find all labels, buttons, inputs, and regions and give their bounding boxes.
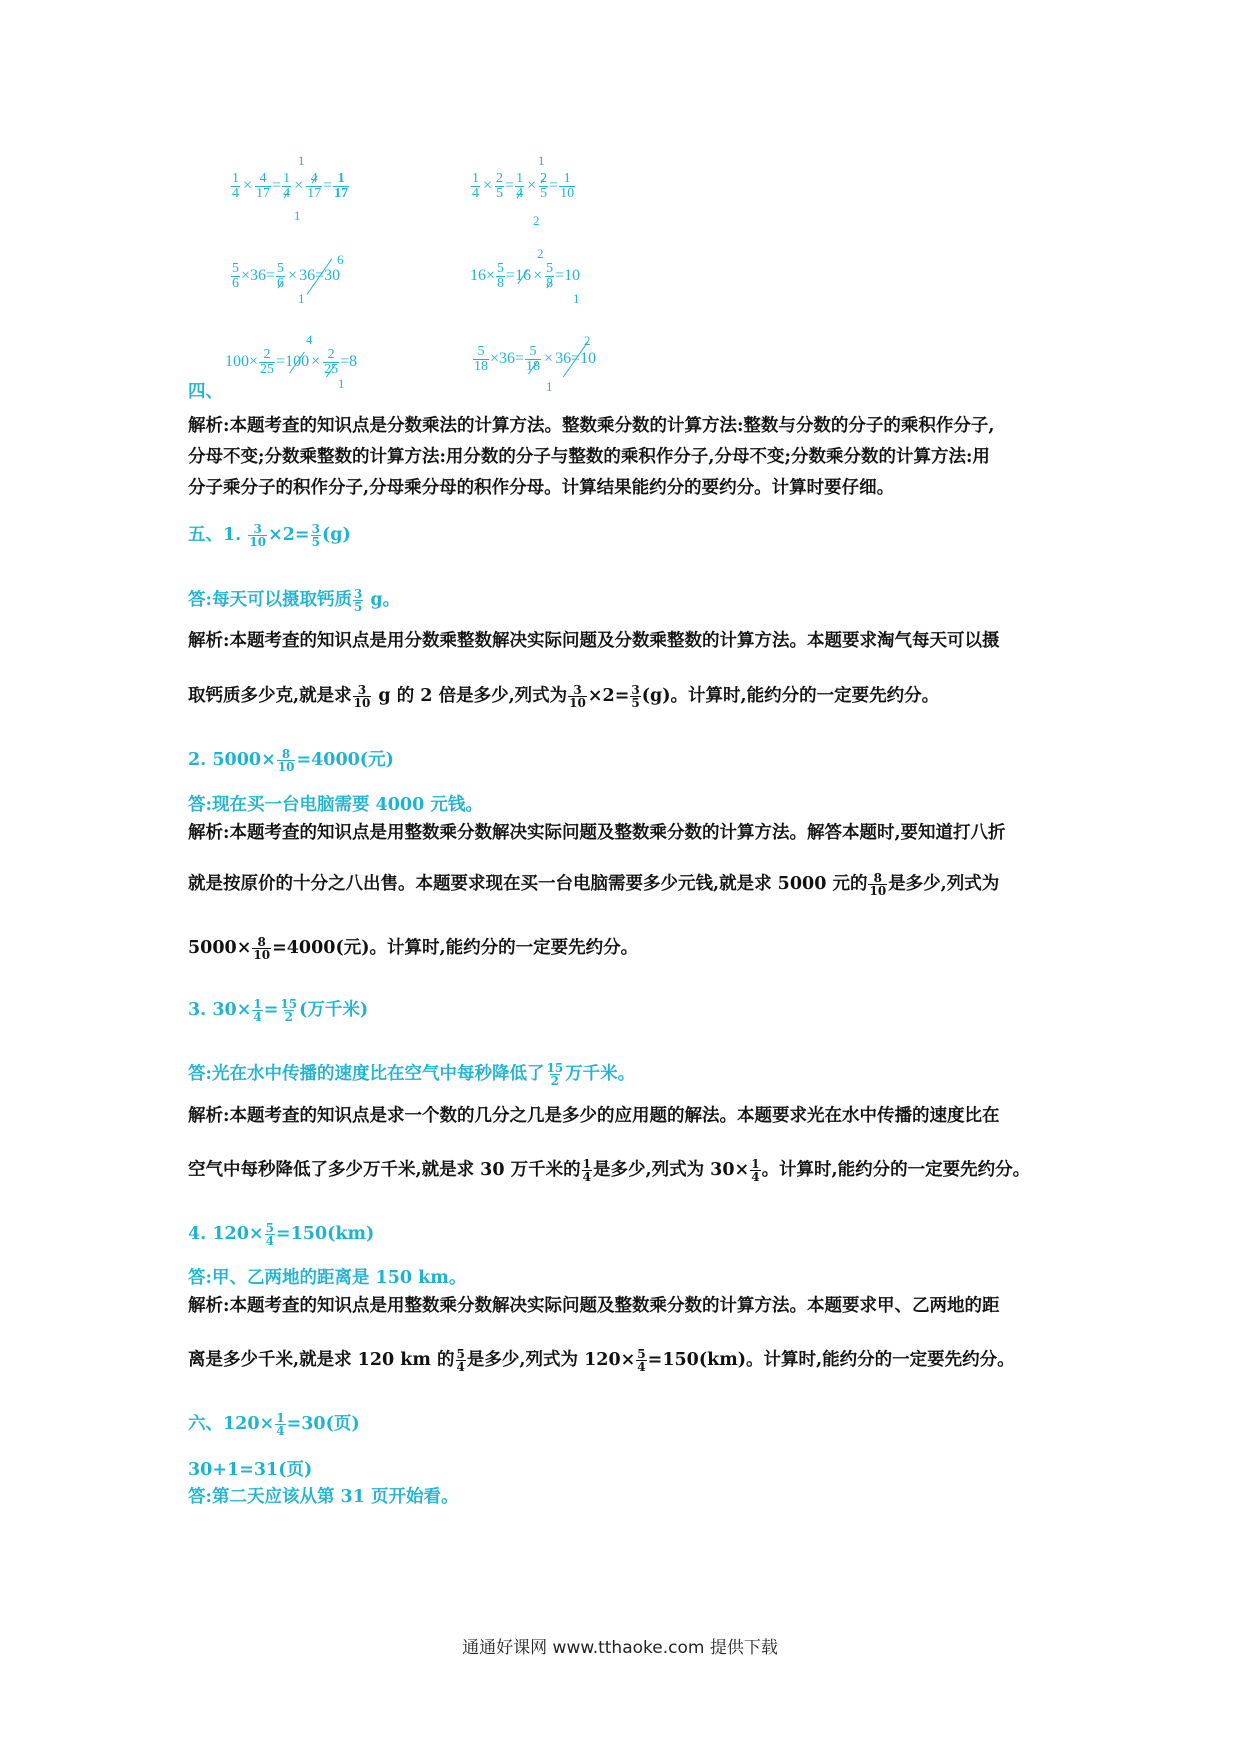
- cancel-result-bottom: 1: [573, 291, 580, 306]
- analysis-line: 空气中每秒降低了多少万千米,就是求 30 万千米的 $\frac{1}{4}$ 是多少,列式为 30× $\frac{1}{4}$ 。计算时,能约分的一定要先约分。: [188, 1157, 1031, 1184]
- analysis-line: 分子乘分子的积作分子,分母乘分母的积作分母。计算结果能约分的要约分。计算时要仔细。: [188, 478, 895, 498]
- analysis-line: 就是按原价的十分之八出售。本题要求现在买一台电脑需要多少元钱,就是求 5000 元的 $\frac{8}{10}$ 是多少,列式为: [188, 871, 1000, 898]
- fraction: $\frac{1}{10}$: [560, 171, 575, 201]
- q6-answer: 答:第二天应该从第 31 页开始看。: [188, 1487, 459, 1507]
- analysis-line: 解析:本题考查的知识点是分数乘法的计算方法。整数乘分数的计算方法:整数与分数的分子的乘积作分子,: [188, 416, 995, 436]
- analysis-line: 解析:本题考查的知识点是用整数乘分数解决实际问题及整数乘分数的计算方法。解答本题时,要知道打八折: [188, 823, 1006, 843]
- fraction: $\frac{4}{17}$: [307, 171, 322, 201]
- fraction: $\frac{1}{4}$: [232, 171, 239, 201]
- fraction: $\frac{5}{18}$: [526, 344, 541, 374]
- analysis-line: 解析:本题考查的知识点是用分数乘整数解决实际问题及分数乘整数的计算方法。本题要求淘气每天可以摄: [188, 631, 1000, 651]
- analysis-line: 取钙质多少克,就是求 $\frac{3}{10}$ g 的 2 倍是多少,列式为 $\frac{3}{10}$ ×2= $\frac{3}{5}$ (g)。计算时,能约分的一定要先约分。: [188, 683, 940, 710]
- fraction: $\frac{2}{25}$: [324, 347, 339, 377]
- q5-3-answer: 答:光在水中传播的速度比在空气中每秒降低了 $\frac{15}{2}$ 万千米。: [188, 1061, 636, 1088]
- fraction: $\frac{5}{8}$: [546, 261, 554, 291]
- cancel-result-bottom: 1: [298, 291, 305, 306]
- q5-2-equation: 2. 5000× $\frac{8}{10}$ =4000(元): [188, 747, 394, 774]
- fraction: $\frac{5}{6}$: [277, 261, 285, 291]
- cancel-result-top: 2: [537, 246, 544, 261]
- cancel-result-top: 6: [337, 252, 344, 267]
- q6-equation: 六、120× $\frac{1}{4}$ =30(页): [188, 1411, 360, 1438]
- calc-row3-left: 100× $\frac{2}{25}$ =100 × $\frac{2}{25}$ =8: [225, 347, 358, 377]
- cancel-result-top: 4: [306, 332, 313, 347]
- q6-step: 30+1=31(页): [188, 1460, 313, 1480]
- section-4-label: 四、: [188, 382, 223, 402]
- analysis-line: 解析:本题考查的知识点是用整数乘分数解决实际问题及整数乘分数的计算方法。本题要求甲、乙两地的距: [188, 1296, 1000, 1316]
- fraction: $\frac{2}{5}$: [496, 171, 504, 201]
- cancel-result-bottom: 1: [338, 376, 345, 391]
- calc-row2-right: 16× $\frac{5}{8}$ =16 × $\frac{5}{8}$ =10: [470, 261, 581, 291]
- fraction: $\frac{2}{5}$: [540, 171, 548, 201]
- cancel-result-top: 1: [538, 153, 545, 168]
- cancel-result-bottom: 1: [294, 208, 301, 223]
- q5-3-equation: 3. 30× $\frac{1}{4}$ = $\frac{15}{2}$ (万千米): [188, 997, 369, 1024]
- q5-4-equation: 4. 120× $\frac{5}{4}$ =150(km): [188, 1221, 375, 1248]
- calc-row1-right: $\frac{1}{4}$ × $\frac{2}{5}$ = $\frac{1}{4}$ × $\frac{2}{5}$ = $\frac{1}{10}$: [472, 171, 575, 201]
- fraction: $\frac{1}{4}$: [283, 171, 291, 201]
- analysis-line: 离是多少千米,就是求 120 km 的 $\frac{5}{4}$ 是多少,列式为 120× $\frac{5}{4}$ =150(km)。计算时,能约分的一定要先约分。: [188, 1347, 1015, 1374]
- q5-1-answer: 答:每天可以摄取钙质 $\frac{3}{5}$ g。: [188, 587, 401, 614]
- q5-1-equation: 五、1. $\frac{3}{10}$ ×2= $\frac{3}{5}$ (g): [188, 522, 351, 549]
- fraction: $\frac{1}{4}$: [472, 171, 479, 201]
- q5-4-answer: 答:甲、乙两地的距离是 150 km。: [188, 1268, 467, 1288]
- fraction: $\frac{1}{17}$: [334, 171, 349, 201]
- analysis-line: 5000× $\frac{8}{10}$ =4000(元)。计算时,能约分的一定要先约分。: [188, 935, 639, 962]
- calc-row2-left: $\frac{5}{6}$ ×36= $\frac{5}{6}$ × 36=30: [232, 261, 341, 291]
- fraction: $\frac{1}{4}$: [516, 171, 524, 201]
- page-footer: 通通好课网 www.tthaoke.com 提供下载: [462, 1638, 778, 1658]
- cancel-result-bottom: 1: [546, 379, 553, 394]
- fraction: $\frac{5}{6}$: [232, 261, 239, 291]
- cancel-result-top: 2: [584, 333, 591, 348]
- q5-2-answer: 答:现在买一台电脑需要 4000 元钱。: [188, 795, 483, 815]
- calc-row3-right: $\frac{5}{18}$ ×36= $\frac{5}{18}$ × 36=10: [474, 344, 597, 374]
- fraction: $\frac{2}{25}$: [260, 347, 275, 377]
- fraction: $\frac{4}{17}$: [256, 171, 271, 201]
- fraction: $\frac{5}{18}$: [474, 344, 488, 374]
- cancel-result-top: 1: [298, 153, 305, 168]
- calc-row1-left: $\frac{1}{4}$ × $\frac{4}{17}$ = $\frac{1}{4}$ × $\frac{4}{17}$ = $\frac{1}{17}$: [232, 171, 349, 201]
- fraction: $\frac{5}{8}$: [497, 261, 505, 291]
- cancel-result-bottom: 2: [533, 213, 540, 228]
- analysis-line: 解析:本题考查的知识点是求一个数的几分之几是多少的应用题的解法。本题要求光在水中传播的速度比在: [188, 1106, 1000, 1126]
- analysis-line: 分母不变;分数乘整数的计算方法:用分数的分子与整数的乘积作分子,分母不变;分数乘分数的计算方法:用: [188, 447, 990, 467]
